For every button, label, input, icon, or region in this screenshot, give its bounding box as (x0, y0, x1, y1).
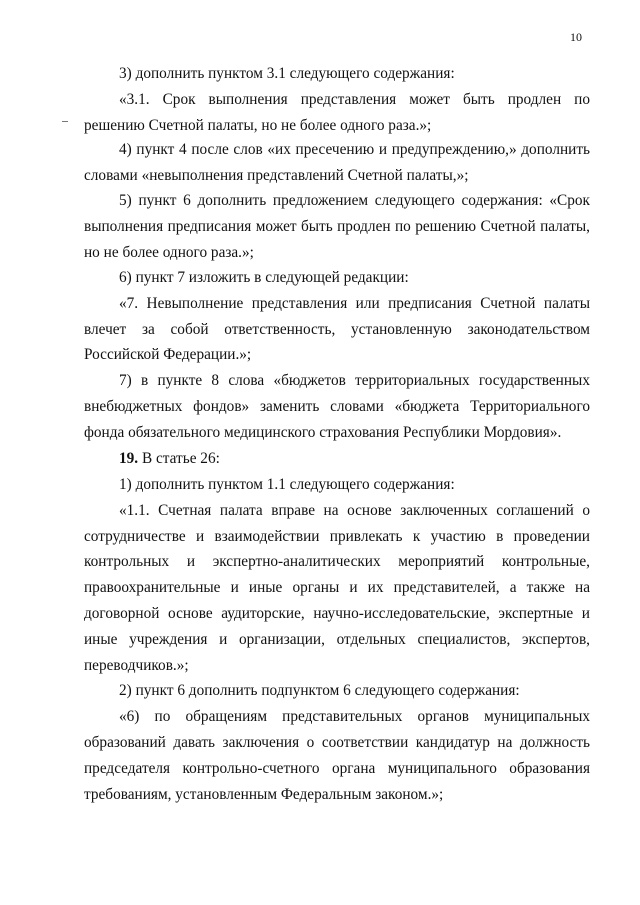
text-line: «7. Невыполнение представления или предписания Счетной палаты (119, 295, 590, 312)
text-line: внебюджетных фондов» заменить словами «бюджета Территориального (84, 398, 590, 415)
article-heading-text: В статье 26: (138, 450, 220, 467)
text-line: контрольных и экспертно-аналитических мероприятий контрольные, (84, 553, 590, 570)
text-line: договорной основе аудиторские, научно-исследовательские, экспертные и (84, 605, 590, 622)
text-line: 4) пункт 4 после слов «их пресечению и предупреждению,» дополнить (119, 141, 590, 158)
text-line: сотрудничестве и взаимодействии привлекать к участию в проведении (84, 528, 590, 545)
text-line: «1.1. Счетная палата вправе на основе заключенных соглашений о (119, 502, 590, 519)
text-line: фонда обязательного медицинского страхования Республики Мордовия». (84, 424, 562, 441)
text-line: 6) пункт 7 изложить в следующей редакции: (119, 269, 409, 286)
text-line: переводчиков.»; (84, 657, 189, 674)
text-line: «6) по обращениям представительных органов муниципальных (119, 708, 590, 725)
text-line: образований давать заключения о соответствии кандидатур на должность (84, 734, 590, 751)
text-line: 1) дополнить пунктом 1.1 следующего содержания: (119, 476, 455, 493)
text-line: решению Счетной палаты, но не более одного раза.»; (84, 117, 432, 134)
text-line: 3) дополнить пунктом 3.1 следующего содержания: (119, 65, 455, 82)
text-line: влечет за собой ответственность, установленную законодательством (84, 321, 590, 338)
text-line: 7) в пункте 8 слова «бюджетов территориальных государственных (119, 372, 590, 389)
text-line: правоохранительные и иные органы и их представителей, а также на (84, 579, 590, 596)
article-heading (119, 451, 220, 466)
text-line: Российской Федерации.»; (84, 346, 252, 363)
scan-mark (62, 121, 68, 122)
text-line: «3.1. Срок выполнения представления может быть продлен по (119, 91, 590, 108)
text-line: словами «невыполнения представлений Счетной палаты,»; (84, 167, 469, 184)
text-line: иные учреждения и организации, отдельных специалистов, экспертов, (84, 631, 590, 648)
text-line: но не более одного раза.»; (84, 244, 254, 261)
text-line: председателя контрольно-счетного органа муниципального образования (84, 760, 590, 777)
text-line: выполнения предписания может быть продлен по решению Счетной палаты, (84, 218, 590, 235)
page-number: 10 (570, 30, 582, 44)
text-line: 2) пункт 6 дополнить подпунктом 6 следующего содержания: (119, 682, 520, 699)
text-line: требованиям, установленным Федеральным законом.»; (84, 786, 444, 803)
text-line: 5) пункт 6 дополнить предложением следующего содержания: «Срок (119, 192, 590, 209)
article-number: 19. (119, 450, 139, 467)
